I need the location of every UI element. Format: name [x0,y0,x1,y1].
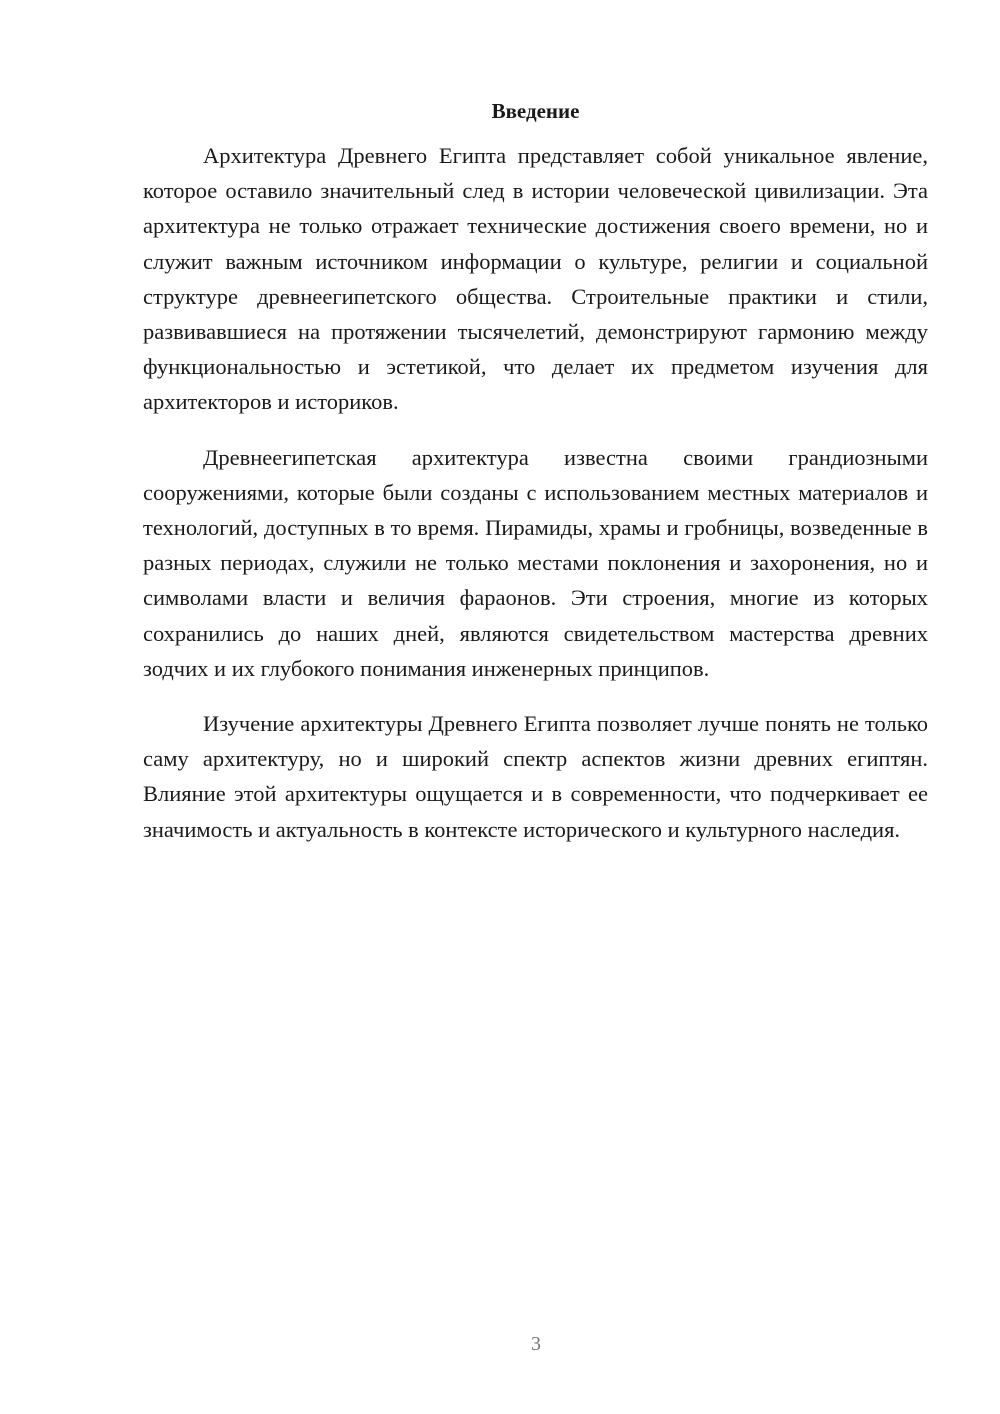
page-content [143,96,928,867]
paragraph-2: Древнеегипетская архитектура известна своими грандиозными сооружениями, которые были созданы с использованием местных материалов и технологий, доступных в то время. Пирамиды, храмы и гробницы, возведенные в разных периодах, служили не только местами поклонения и захоронения, но и символами власти и величия фараонов. Эти строения, многие из которых сохранились до наших дней, являются свидетельством мастерства древних зодчих и их глубокого понимания инженерных принципов. [143,444,928,681]
paragraph-1: Архитектура Древнего Египта представляет собой уникальное явление, которое оставило значительный след в истории человеческой цивилизации. Эта архитектура не только отражает технические достижения своего времени, но и служит важным источником информации о культуре, религии и социальной структуре древнеегипетского общества. Строительные практики и стили, развивавшиеся на протяжении тысячелетий, демонстрируют гармонию между функциональностью и эстетикой, что делает их предметом изучения для архитекторов и историков. [143,143,928,415]
section-title: Введение [491,99,580,123]
paragraph-3: Изучение архитектуры Древнего Египта позволяет лучше понять не только саму архитектуру, но и широкий спектр аспектов жизни древних египтян. Влияние этой архитектуры ощущается и в современности, что подчеркивает ее значимость и актуальность в контексте исторического и культурного наследия. [143,711,928,842]
page-number: 3 [531,1333,541,1355]
